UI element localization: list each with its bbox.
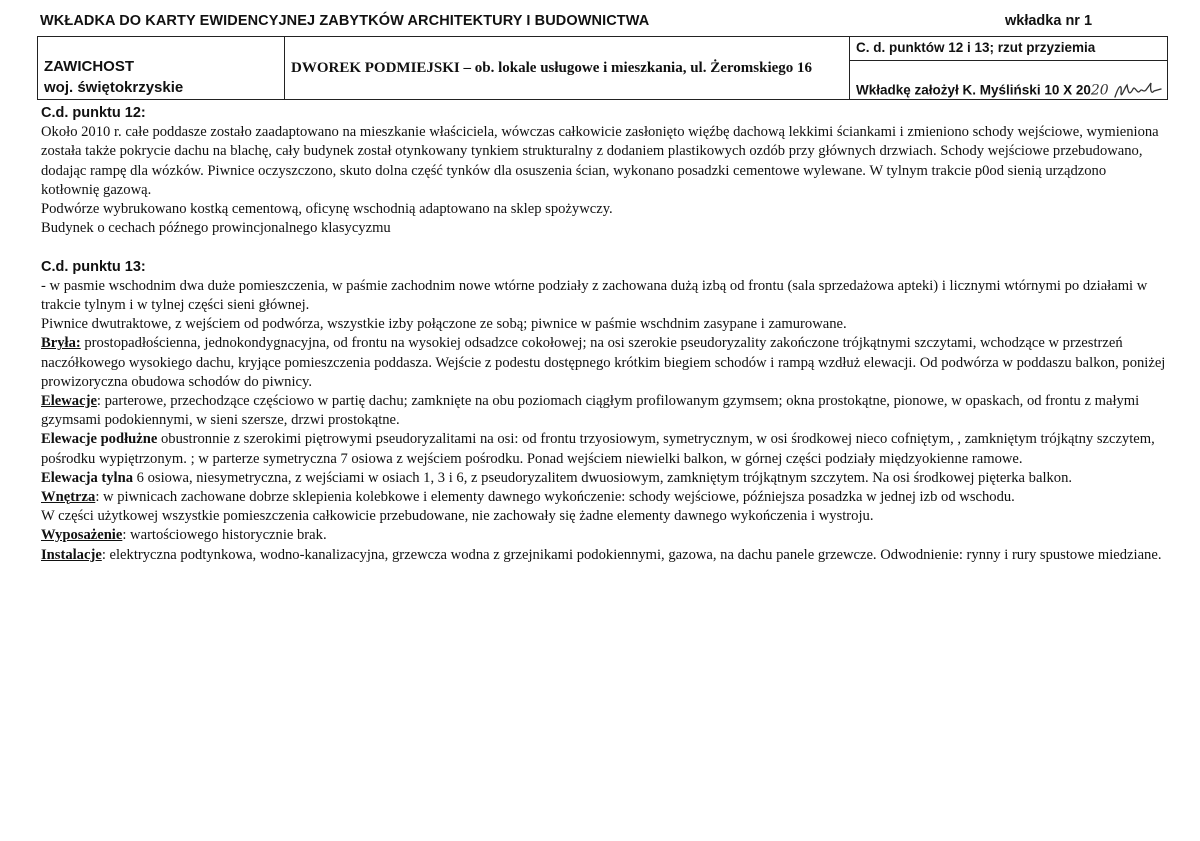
section-13-paragraph: - w pasmie wschodnim dwa duże pomieszczenia, w paśmie zachodnim nowe wtórne podziały z zachowana dużą izbą od frontu (sala sprzedażowa apteki) i licznymi wtórnymi po działami w trakcie tylnym i w tylnej części sieni głównej. xyxy=(41,277,1148,314)
elewacja-tylna-paragraph xyxy=(41,469,1166,488)
section-12-paragraph: Około 2010 r. całe poddasze zostało zaadaptowano na mieszkanie właściciela, wówczas całkowicie zasłonięto więźbę dachową lekkimi ściankami i zmieniono schody wejściowe, wymieniona została także pokrycie dachu na blachę, cały budynek został otynkowany tynkiem strukturalny z dodaniem plastikowych ozdób przy głównych drzwiach. Schody wejściowe przebudowano, dodając rampę dla wózków. Piwnice oczyszczono, skuto dolna część tynków dla osuszenia ścian, wykonano posadzki cementowe wylewane. W tylnym trakcie p0od sienią urządzono kotłownię gazową. xyxy=(41,124,1159,198)
spacer xyxy=(41,238,1166,257)
document-body xyxy=(41,104,1166,565)
info-cell xyxy=(850,37,1167,99)
bryla-text: prostopadłościenna, jednokondygnacyjna, od frontu na wysokiej odsadzce cokołowej; na osi szerokie pseudoryzality zakończone trójkątnymi szczytami, wchodzące w przestrzeń naczółkowego wysokiego dachu, kryjące pomieszczenia poddasza. Wejście z podestu dostępnego krótkim biegiem schodów i rampą wzdłuż elewacji. Od podwórza w poddaszu balkon, poniżej prowizoryczna obudowa schodów do piwnicy. xyxy=(41,335,1166,390)
insert-number: wkładka nr 1 xyxy=(1005,13,1093,29)
document-title: WKŁADKA DO KARTY EWIDENCYJNEJ ZABYTKÓW ARCHITEKTURY I BUDOWNICTWA xyxy=(40,13,650,29)
author-text: Wkładkę założył K. Myśliński 10 X 20 xyxy=(856,82,1091,98)
voivodeship: woj. świętokrzyskie xyxy=(44,79,184,96)
wnetrza-label: Wnętrza xyxy=(41,489,96,506)
section-12-heading: C.d. punktu 12: xyxy=(41,105,146,121)
author-line xyxy=(856,79,1163,103)
bryla-paragraph xyxy=(41,334,1166,392)
elewacje-text: : parterowe, przechodzące częściowo w partię dachu; zamknięte na obu poziomach ciągłym profilowanym gzymsem; okna prostokątne, pionowe, w opaskach, od frontu z małymi gzymsami podokiennymi, w sieni szersze, drzwi prostokątne. xyxy=(41,393,1140,429)
building-cell xyxy=(285,37,850,99)
building-name: DWOREK PODMIEJSKI – ob. lokale usługowe i mieszkania, ul. Żeromskiego 16 xyxy=(291,60,813,76)
town-name: ZAWICHOST xyxy=(44,58,134,75)
section-12-paragraph: Budynek o cechach późnego prowincjonalnego klasycyzmu xyxy=(41,220,391,237)
section-12-paragraph: Podwórze wybrukowano kostką cementową, oficynę wschodnią adaptowano na sklep spożywczy. xyxy=(41,201,613,218)
instalacje-text: : elektryczna podtynkowa, wodno-kanalizacyjna, grzewcza wodna z grzejnikami podokiennymi, gazowa, na dachu panele grzewcze. Odwodnienie: rynny i rury spustowe miedziane. xyxy=(101,546,1162,563)
instalacje-paragraph xyxy=(41,546,1166,565)
author-handwritten-year: 20 xyxy=(1090,82,1109,99)
elewacje-paragraph xyxy=(41,392,1166,430)
elewacja-tylna-text: 6 osiowa, niesymetryczna, z wejściami w osiach 1, 3 i 6, z pseudoryzalitem dwuosiowym, zamkniętym trójkątnym szczytem. Na osi środkowej pięterka balkon. xyxy=(133,469,1073,486)
section-13-paragraph: Piwnice dwutraktowe, z wejściem od podwórza, wszystkie izby połączone ze sobą; piwnice w paśmie wschdnim zasypane i zamurowane. xyxy=(41,316,847,333)
points-reference: C. d. punktów 12 i 13; rzut przyziemia xyxy=(856,40,1096,55)
header-table xyxy=(37,36,1168,100)
instalacje-label: Instalacje xyxy=(41,546,102,563)
elewacje-label: Elewacje xyxy=(41,393,97,410)
wyposazenie-text: : wartościowego historycznie brak. xyxy=(122,527,327,544)
wyposazenie-paragraph xyxy=(41,526,1166,545)
location-cell xyxy=(38,37,285,99)
wyposazenie-label: Wyposażenie xyxy=(41,527,123,544)
section-13-heading: C.d. punktu 13: xyxy=(41,258,146,275)
cell-divider xyxy=(850,60,1167,61)
elewacje-podluzne-label: Elewacje podłużne xyxy=(41,431,158,448)
wnetrza-paragraph xyxy=(41,488,1166,507)
wnetrza-text: : w piwnicach zachowane dobrze sklepienia kolebkowe i elementy dawnego wykończenie: schody wejściowe, późniejsza posadzka w jednej izb od wschodu. xyxy=(95,489,1015,506)
bryla-label: Bryła: xyxy=(41,335,81,352)
elewacje-podluzne-text: obustronnie z szerokimi piętrowymi pseudoryzalitami na osi: od frontu trzyosiowym, symetrycznym, w osi środkowej nieco cofniętym, , zamkniętym trójkątny szczytem, pośrodku wypiętrzonym. ; w parterze symetryczna 7 osiowa z wejściem pośrodku. Ponad wejściem niewielki balkon, w górnej części podziały międzyokienne ramowe. xyxy=(41,431,1155,467)
elewacje-podluzne-paragraph xyxy=(41,430,1166,468)
czesc-uzytkowa-paragraph: W części użytkowej wszystkie pomieszczenia całkowicie przebudowane, nie zachowały się żadne elementy dawnego wykończenia i wystroju. xyxy=(41,508,874,525)
signature-icon xyxy=(1113,79,1163,103)
elewacja-tylna-label: Elewacja tylna xyxy=(41,469,134,486)
